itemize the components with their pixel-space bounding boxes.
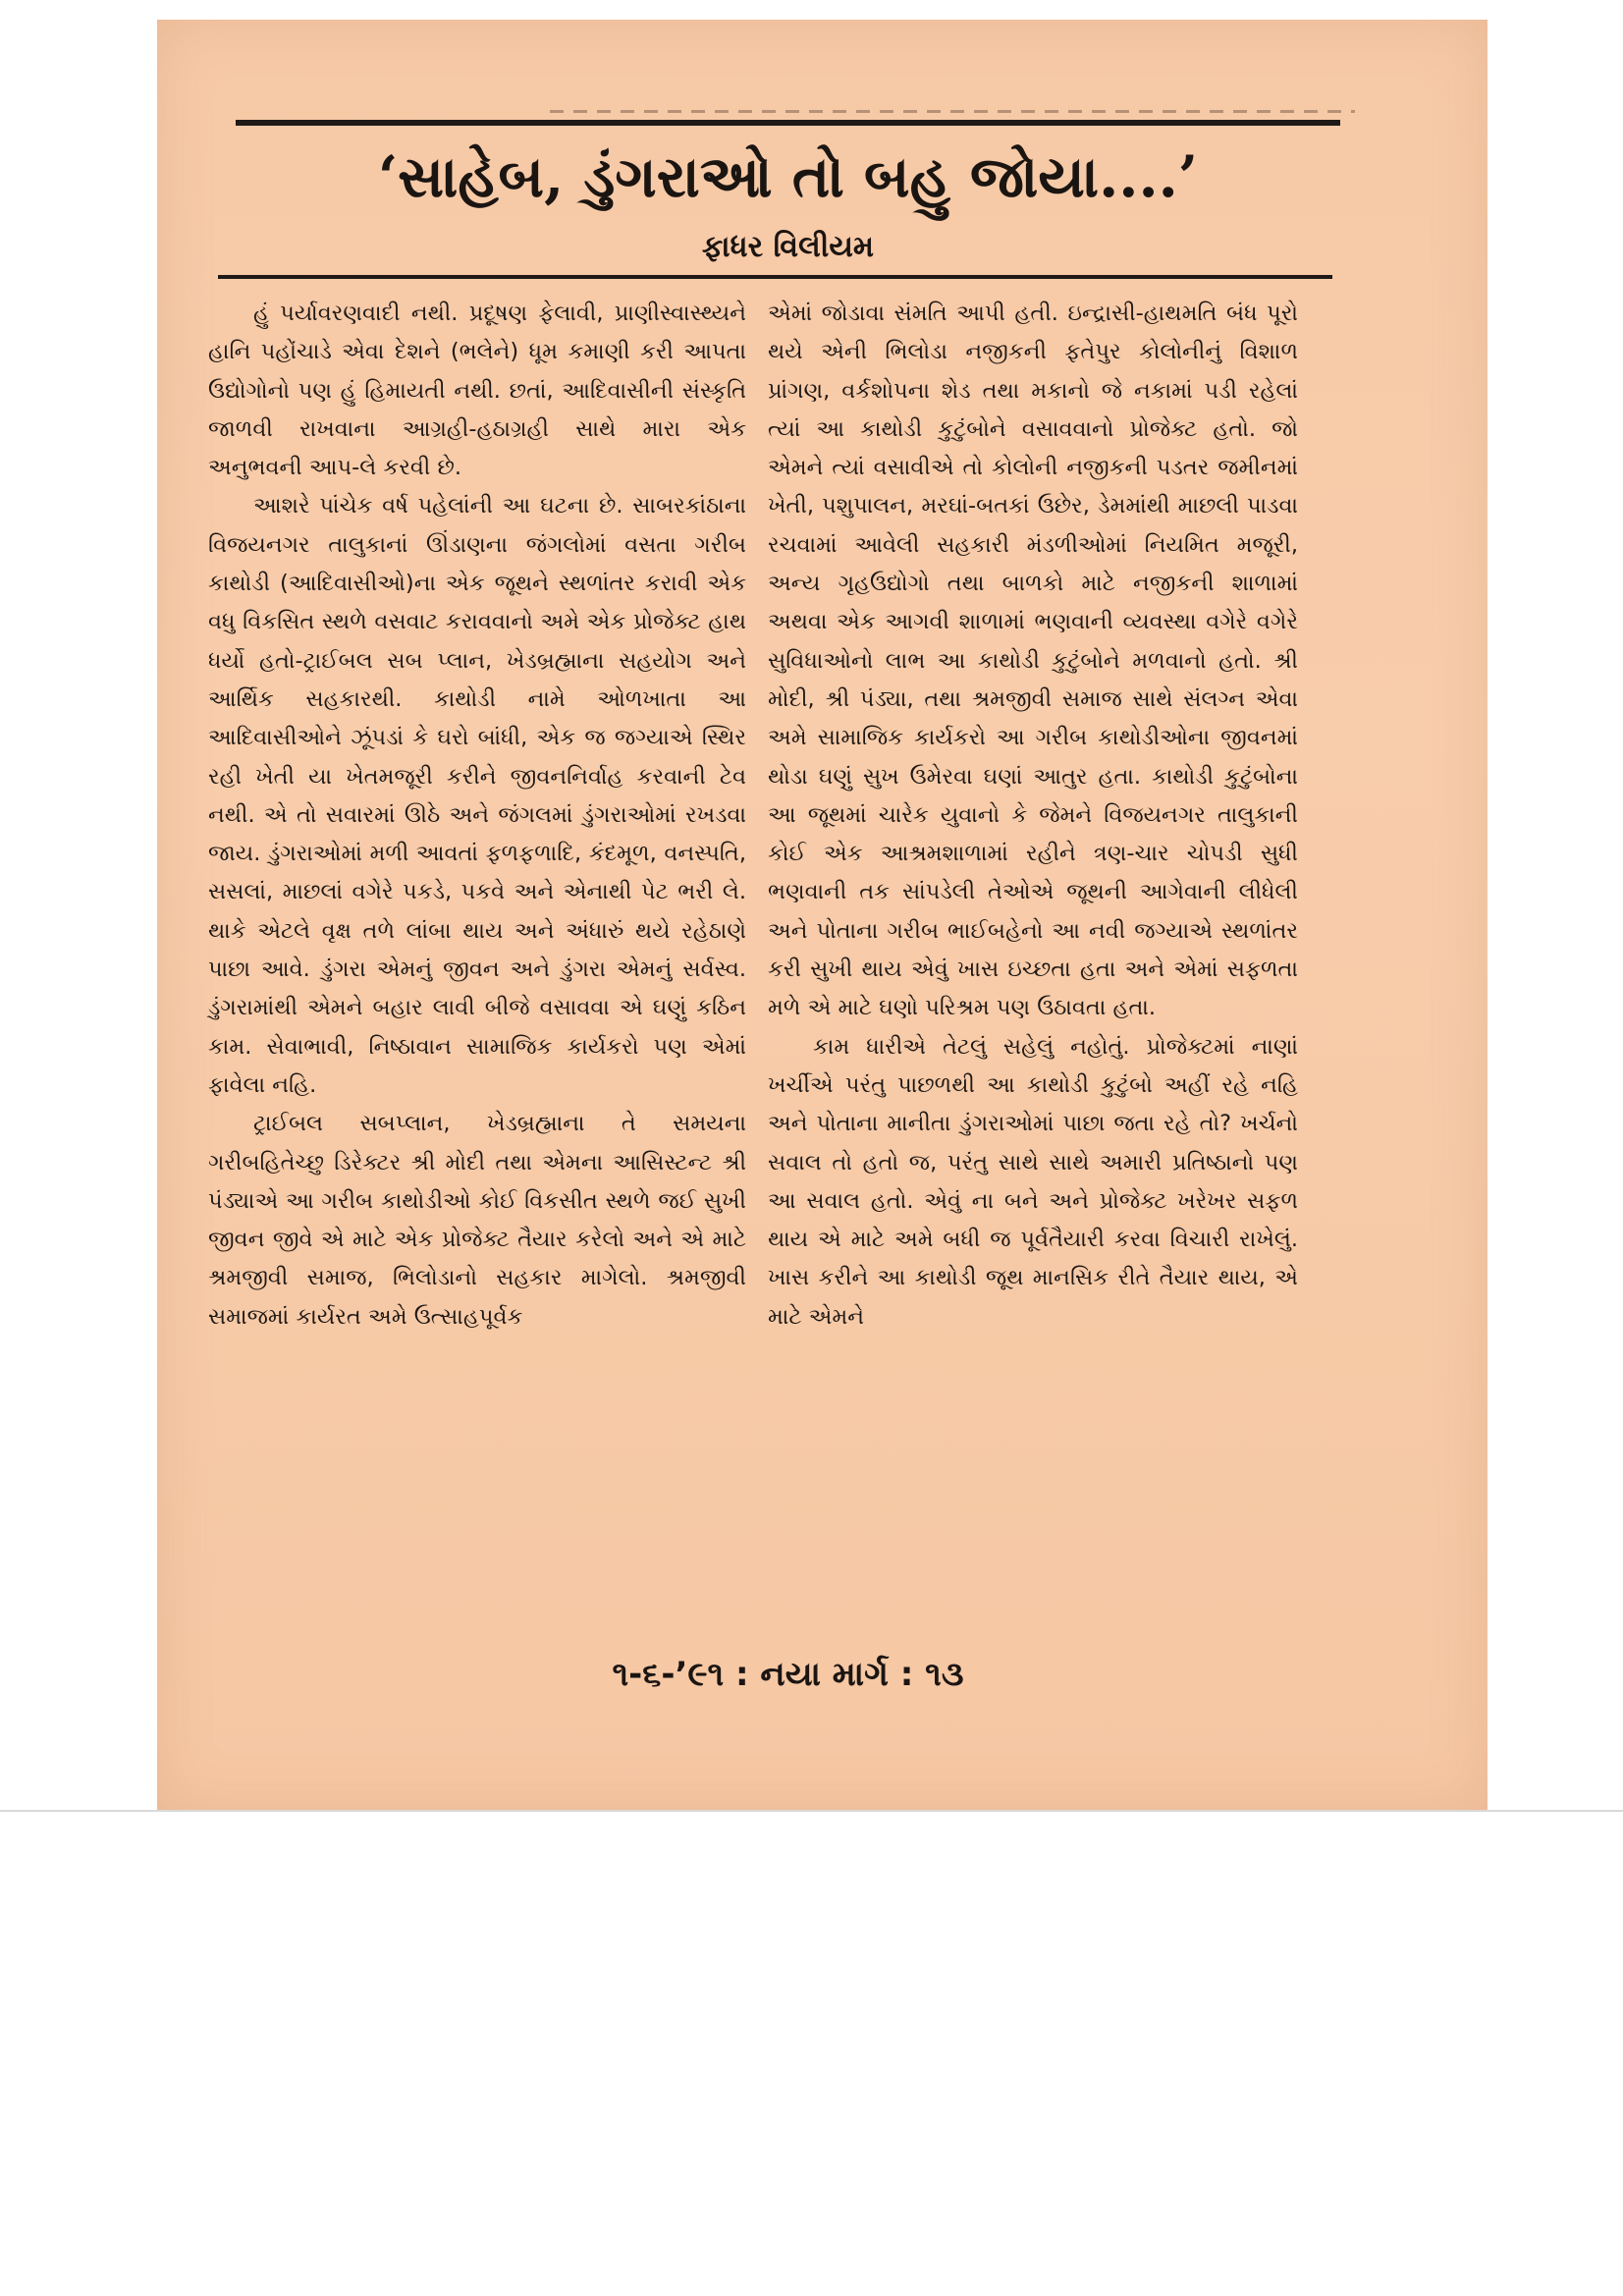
paragraph: ટ્રાઈબલ સબપ્લાન, ખેડબ્રહ્માના તે સમયના ગરીબહિતેચ્છુ ડિરેક્ટર શ્રી મોદી તથા એમના આસિસ્ટન્ટ શ્રી પંડ્યાએ આ ગરીબ કાથોડીઓ કોઈ વિકસીત સ્થળે જઈ સુખી જીવન જીવે એ માટે એક પ્રોજેક્ટ તૈયાર કરેલો અને એ માટે શ્રમજીવી સમાજ, ભિલોડાનો સહકાર માગેલો. શ્રમજીવી સમાજમાં કાર્યરત અમે ઉત્સાહપૂર્વક (208, 1111, 746, 1330)
scan-edge-line (0, 1810, 1623, 1812)
left-column (208, 295, 746, 1337)
paragraph: આશરે પાંચેક વર્ષ પહેલાંની આ ઘટના છે. સાબરકાંઠાના વિજયનગર તાલુકાનાં ઊંડાણના જંગલોમાં વસતા ગરીબ કાથોડી (આદિવાસીઓ)ના એક જૂથને સ્થળાંતર કરાવી એક વધુ વિકસિત સ્થળે વસવાટ કરાવવાનો અમે એક પ્રોજેક્ટ હાથ ધર્યો હતો-ટ્રાઈબલ સબ પ્લાન, ખેડબ્રહ્માના સહયોગ અને આર્થિક સહકારથી. કાથોડી નામે ઓળખાતા આ આદિવાસીઓને ઝૂંપડાં કે ઘરો બાંધી, એક જ જગ્યાએ સ્થિર રહી ખેતી યા ખેતમજૂરી કરીને જીવનનિર્વાહ કરવાની ટેવ નથી. એ તો સવારમાં ઊઠે અને જંગલમાં ડુંગરાઓમાં રખડવા જાય. ડુંગરાઓમાં મળી આવતાં ફળફળાદિ, કંદમૂળ, વનસ્પતિ, સસલાં, માછલાં વગેરે પકડે, પકવે અને એનાથી પેટ ભરી લે. થાકે એટલે વૃક્ષ તળે લાંબા થાય અને અંધારું થયે રહેઠાણે પાછા આવે. ડુંગરા એમનું જીવન અને ડુંગરા એમનું સર્વસ્વ. ડુંગરામાંથી એમને બહાર લાવી બીજે વસાવવા એ ઘણું કઠિન કામ. સેવાભાવી, નિષ્ઠાવાન સામાજિક કાર્યકરો પણ એમાં ફાવેલા નહિ. (208, 493, 746, 1098)
paragraph: હું પર્યાવરણવાદી નથી. પ્રદૂષણ ફેલાવી, પ્રાણીસ્વાસ્થ્યને હાનિ પહોંચાડે એવા દેશને (ભલેને) ધૂમ કમાણી કરી આપતા ઉદ્યોગોનો પણ હું હિમાયતી નથી. છતાં, આદિવાસીની સંસ્કૃતિ જાળવી રાખવાના આગ્રહી-હઠાગ્રહી સાથે મારા એક અનુભવની આપ-લે કરવી છે. (208, 301, 746, 481)
paragraph: કામ ધારીએ તેટલું સહેલું નહોતું. પ્રોજેક્ટમાં નાણાં ખર્ચીએ પરંતુ પાછળથી આ કાથોડી કુટુંબો અહીં રહે નહિ અને પોતાના માનીતા ડુંગરાઓમાં પાછા જતા રહે તો? ખર્ચનો સવાલ તો હતો જ, પરંતુ સાથે સાથે અમારી પ્રતિષ્ઠાનો પણ આ સવાલ હતો. એવું ના બને અને પ્રોજેક્ટ ખરેખર સફળ થાય એ માટે અમે બધી જ પૂર્વતૈયારી કરવા વિચારી રાખેલું. ખાસ કરીને આ કાથોડી જૂથ માનસિક રીતે તૈયાર થાય, એ માટે એમને (768, 1033, 1298, 1330)
article-title: ‘સાહેબ, ડુંગરાઓ તો બહુ જોયા....’ (377, 143, 1199, 210)
paragraph: એમાં જોડાવા સંમતિ આપી હતી. ઇન્દ્રાસી-હાથમતિ બંધ પૂરો થયે એની ભિલોડા નજીકની ફતેપુર કોલોનીનું વિશાળ પ્રાંગણ, વર્કશોપના શેડ તથા મકાનો જે નકામાં પડી રહેલાં ત્યાં આ કાથોડી કુટુંબોને વસાવવાનો પ્રોજેક્ટ હતો. જો એમને ત્યાં વસાવીએ તો કોલોની નજીકની પડતર જમીનમાં ખેતી, પશુપાલન, મરઘાં-બતકાં ઉછેર, ડેમમાંથી માછલી પાડવા રચવામાં આવેલી સહકારી મંડળીઓમાં નિયમિત મજૂરી, અન્ય ગૃહઉદ્યોગો તથા બાળકો માટે નજીકની શાળામાં અથવા એક આગવી શાળામાં ભણવાની વ્યવસ્થા વગેરે વગેરે સુવિધાઓનો લાભ આ કાથોડી કુટુંબોને મળવાનો હતો. શ્રી મોદી, શ્રી પંડ્યા, તથા શ્રમજીવી સમાજ સાથે સંલગ્ન એવા અમે સામાજિક કાર્યકરો આ ગરીબ કાથોડીઓના જીવનમાં થોડા ઘણું સુખ ઉમેરવા ઘણાં આતુર હતા. કાથોડી કુટુંબોના આ જૂથમાં ચારેક યુવાનો કે જેમને વિજયનગર તાલુકાની કોઈ એક આશ્રમશાળામાં રહીને ત્રણ-ચાર ચોપડી સુધી ભણવાની તક સાંપડેલી તેઓએ જૂથની આગેવાની લીધેલી અને પોતાના ગરીબ ભાઈબહેનો આ નવી જગ્યાએ સ્થળાંતર કરી સુખી થાય એવું ખાસ ઇચ્છતા હતા અને એમાં સફળતા મળે એ માટે ઘણો પરિશ્રમ પણ ઉઠાવતા હતા. (768, 301, 1298, 1021)
article-author: ફાધર વિલીયમ (701, 230, 875, 264)
right-column (768, 295, 1298, 1337)
top-rule (236, 120, 1340, 126)
page-footer: ૧-૬-’૯૧ : નયા માર્ગ : ૧૩ (612, 1655, 964, 1694)
faint-top-rule (550, 110, 1355, 113)
header-rule (218, 275, 1332, 279)
